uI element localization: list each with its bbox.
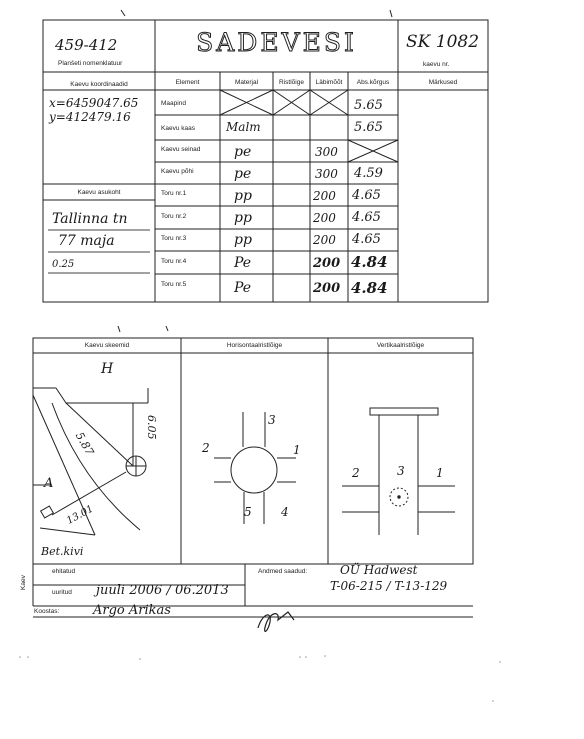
table-cell-material: pp (234, 188, 252, 204)
well-number-label: kaevu nr. (423, 61, 450, 68)
well-side-label: Kaev (20, 575, 27, 590)
col-header-notes: Märkused (428, 79, 458, 86)
table-cell-diameter: 200 (313, 211, 336, 225)
pipe-label-1: 1 (293, 443, 301, 457)
table-cell-diameter: 200 (313, 256, 341, 271)
location-label: Kaevu asukoht (77, 189, 121, 196)
pipe-label-5: 5 (244, 505, 252, 519)
table-row-element: Toru nr.3 (161, 235, 187, 242)
table-cell-diameter: 200 (313, 233, 336, 247)
table-cell-diameter: 200 (313, 189, 336, 203)
table-cell-diameter: 300 (315, 145, 338, 159)
data-source-works: T-06-215 / T-13-129 (330, 579, 448, 593)
col-header-material: Materjal (234, 79, 259, 86)
sketch-header-vertical: Vertikaalristlõige (376, 342, 425, 349)
table-cell-material: pe (234, 166, 252, 182)
table-row-element: Kaevu põhi (161, 168, 194, 175)
table-cell-material: Malm (226, 120, 261, 134)
table-cell-elev: 4.65 (352, 232, 381, 247)
sketch-label-a: A (44, 476, 54, 491)
location-line-1: Tallinna tn (52, 211, 128, 227)
table-cell-elev: 4.84 (351, 253, 388, 271)
data-source-company: OÜ Hadwest (340, 563, 418, 577)
table-row-element: Kaevu seinad (161, 146, 201, 153)
author-label: Koostas: (34, 608, 60, 615)
measured-label: uuritud (52, 589, 72, 596)
table-cell-material: Pe (234, 255, 252, 271)
built-label: ehitatud (52, 568, 76, 575)
location-line-3: 0.25 (52, 259, 75, 270)
table-row-element: Toru nr.1 (161, 190, 187, 197)
table-cell-elev: 4.65 (352, 210, 381, 225)
pipe-label-4: 4 (281, 505, 289, 519)
planset-number: 459-412 (55, 36, 118, 54)
table-row-element: Toru nr.5 (161, 281, 187, 288)
coord-x: x=6459047.65 (49, 96, 139, 110)
sketch-dim-1301: 13.01 (65, 503, 96, 527)
pipe-label-3: 3 (268, 413, 276, 427)
table-cell-elev: 4.84 (351, 279, 388, 297)
sketch-label-h: H (101, 361, 114, 377)
v-pipe-label-3: 3 (397, 464, 405, 478)
location-line-2: 77 maja (58, 233, 115, 249)
col-header-cross: Ristlõige (279, 79, 304, 86)
col-header-elev: Abs.kõrgus (356, 79, 390, 86)
planset-label: Planšeti nomenklatuur (58, 60, 123, 67)
well-number: SK 1082 (406, 32, 480, 52)
table-cell-elev: 4.59 (354, 166, 383, 181)
col-header-diameter: Läbimõõt (315, 79, 343, 86)
measured-date: juuli 2006 / 06.2013 (96, 583, 229, 598)
table-cell-material: Pe (234, 280, 252, 296)
table-cell-diameter: 300 (315, 167, 338, 181)
data-source-label: Andmed saadud: (258, 568, 308, 575)
table-cell-material: pp (234, 210, 252, 226)
table-cell-material: pp (234, 232, 252, 248)
author-name: Argo Arikas (93, 603, 171, 618)
table-row-element: Toru nr.4 (161, 258, 187, 265)
table-cell-elev: 5.65 (354, 98, 383, 113)
v-pipe-label-1: 1 (436, 466, 444, 480)
table-row-element: Toru nr.2 (161, 213, 187, 220)
sketch-dim-605: 6.05 (145, 415, 158, 440)
table-row-element: Maapind (161, 100, 186, 107)
page-title: SADEVESI (196, 28, 357, 57)
table-cell-elev: 4.65 (352, 188, 381, 203)
table-cell-material: pe (234, 144, 252, 160)
sketch-header-schemes: Kaevu skeemid (84, 342, 130, 349)
pipe-label-2: 2 (202, 441, 210, 455)
table-row-element: Kaevu kaas (161, 125, 195, 132)
table-cell-elev: 5.65 (354, 120, 383, 135)
sketch-dim-587: 5.87 (72, 430, 97, 458)
coords-label: Kaevu koordinaadid (70, 81, 128, 88)
v-pipe-label-2: 2 (352, 466, 360, 480)
coord-y: y=412479.16 (49, 110, 131, 124)
sketch-header-horizontal: Horisontaalristlõige (226, 342, 283, 349)
sketch-stone-label: Bet.kivi (41, 545, 84, 558)
table-cell-diameter: 200 (313, 281, 341, 296)
col-header-element: Element (175, 79, 200, 86)
